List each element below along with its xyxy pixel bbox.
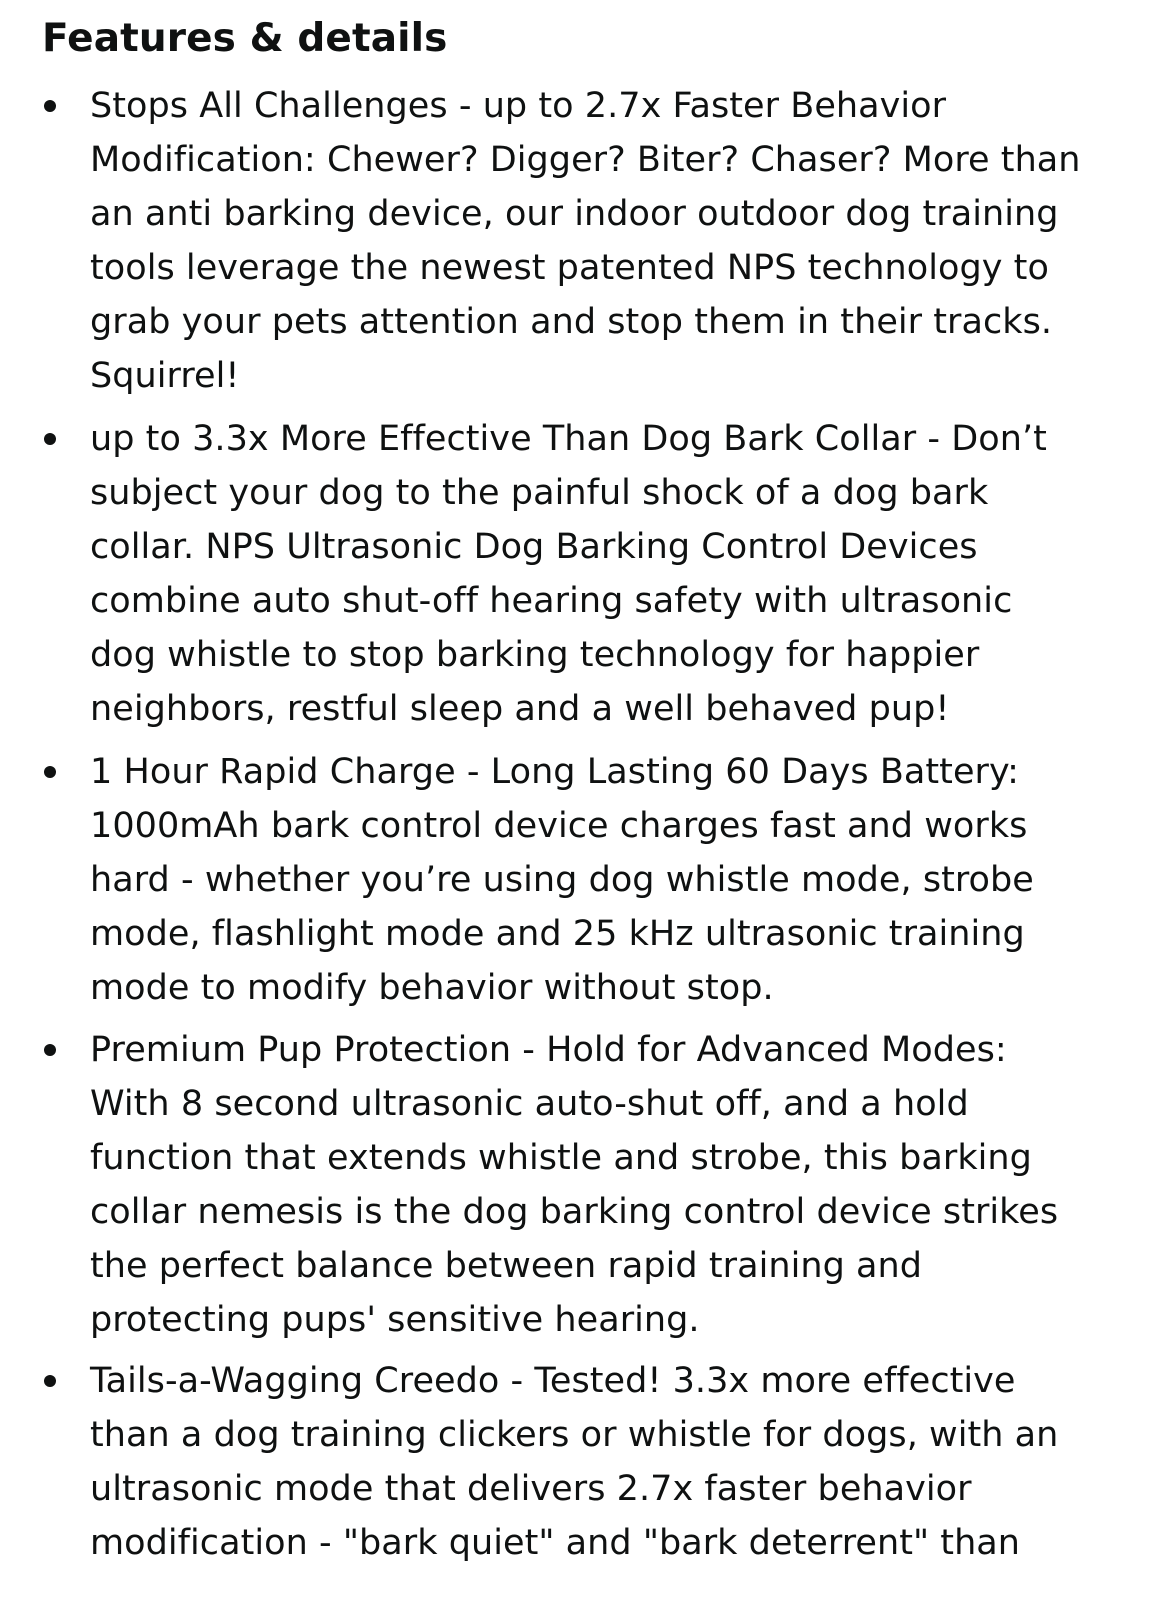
bullet-text-line: Modification: Chewer? Digger? Biter? Chaser? More than <box>90 140 1081 180</box>
feature-bullet-text <box>90 745 1150 1015</box>
bullet-text-line: collar nemesis is the dog barking control device strikes <box>90 1192 1059 1232</box>
bullet-text-line: combine auto shut-off hearing safety with ultrasonic <box>90 581 1013 621</box>
bullet-text-line: neighbors, restful sleep and a well behaved pup! <box>90 689 950 729</box>
bullet-text-line: mode to modify behavior without stop. <box>90 968 774 1008</box>
bullet-text-line: dog whistle to stop barking technology for happier <box>90 635 980 675</box>
bullet-text-line: subject your dog to the painful shock of a dog bark <box>90 473 989 513</box>
bullet-dot-icon <box>44 433 56 445</box>
bullet-text-line: protecting pups' sensitive hearing. <box>90 1300 700 1340</box>
bullet-text-line: With 8 second ultrasonic auto-shut off, and a hold <box>90 1084 969 1124</box>
bullet-text-line: Squirrel! <box>90 356 240 396</box>
bullet-text-line: 1 Hour Rapid Charge - Long Lasting 60 Days Battery: <box>90 752 1020 792</box>
bullet-text-line: an anti barking device, our indoor outdoor dog training <box>90 194 1059 234</box>
bullet-text-line: tools leverage the newest patented NPS technology to <box>90 248 1049 288</box>
bullet-dot-icon <box>44 100 56 112</box>
feature-bullet-text <box>90 79 1150 403</box>
feature-bullet-text <box>90 1023 1150 1347</box>
bullet-text-line: hard - whether you’re using dog whistle mode, strobe <box>90 860 1034 900</box>
bullet-text-line: mode, flashlight mode and 25 kHz ultrasonic training <box>90 914 1025 954</box>
bullet-text-line: the perfect balance between rapid training and <box>90 1246 923 1286</box>
feature-bullet-text <box>90 1354 1150 1570</box>
bullet-dot-icon <box>44 1375 56 1387</box>
bullet-dot-icon <box>44 1044 56 1056</box>
section-heading: Features & details <box>42 16 448 61</box>
bullet-text-line: 1000mAh bark control device charges fast and works <box>90 806 1028 846</box>
bullet-text-line: modification - "bark quiet" and "bark deterrent" than <box>90 1523 1021 1563</box>
bullet-text-line: grab your pets attention and stop them in their tracks. <box>90 302 1053 342</box>
bullet-text-line: collar. NPS Ultrasonic Dog Barking Control Devices <box>90 527 978 567</box>
bullet-text-line: ultrasonic mode that delivers 2.7x faster behavior <box>90 1469 972 1509</box>
bullet-text-line: Premium Pup Protection - Hold for Advanced Modes: <box>90 1030 1007 1070</box>
bullet-text-line: function that extends whistle and strobe, this barking <box>90 1138 1032 1178</box>
feature-bullet-text <box>90 412 1150 736</box>
bullet-dot-icon <box>44 766 56 778</box>
bullet-text-line: Stops All Challenges - up to 2.7x Faster Behavior <box>90 86 947 126</box>
bullet-text-line: than a dog training clickers or whistle for dogs, with an <box>90 1415 1059 1455</box>
bullet-text-line: up to 3.3x More Effective Than Dog Bark Collar - Don’t <box>90 419 1047 459</box>
bullet-text-line: Tails-a-Wagging Creedo - Tested! 3.3x more effective <box>90 1361 1016 1401</box>
